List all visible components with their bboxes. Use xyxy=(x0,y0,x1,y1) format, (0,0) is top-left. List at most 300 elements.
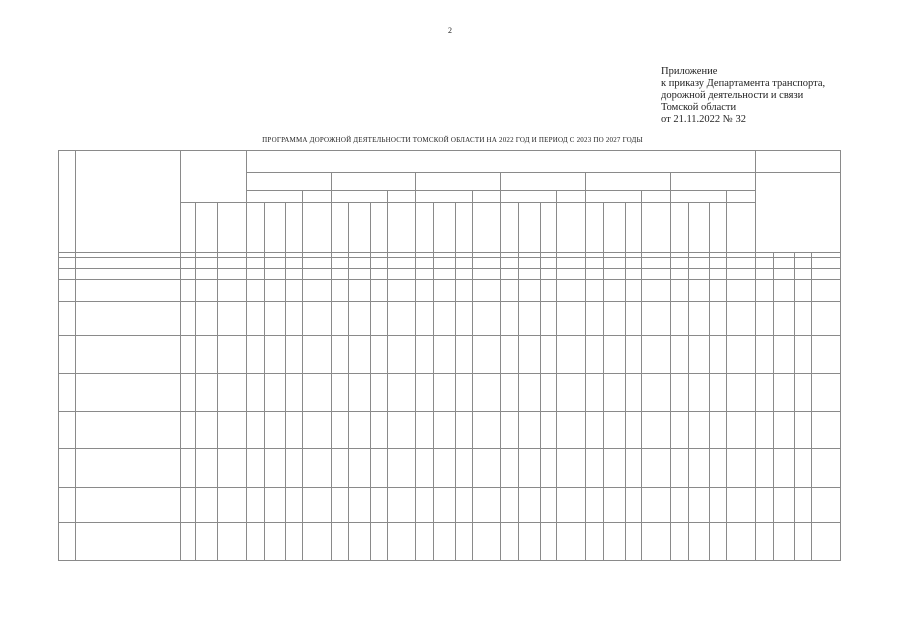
table-cell xyxy=(795,302,812,336)
table-cell xyxy=(540,269,557,280)
table-cell xyxy=(604,336,626,374)
table-cell xyxy=(246,448,264,487)
table-cell xyxy=(75,448,180,487)
table-cell xyxy=(286,336,303,374)
table-cell xyxy=(434,302,456,336)
header-cell xyxy=(727,191,756,203)
header-cell xyxy=(416,173,501,191)
table-cell xyxy=(286,411,303,448)
approval-line: к приказу Департамента транспорта, xyxy=(661,78,826,89)
table-cell xyxy=(286,302,303,336)
table-cell xyxy=(472,448,501,487)
table-cell xyxy=(688,302,710,336)
table-cell xyxy=(642,302,671,336)
header-cell xyxy=(586,203,604,253)
table-cell xyxy=(387,258,416,269)
table-cell xyxy=(604,374,626,411)
header-cell xyxy=(416,191,472,203)
header-cell xyxy=(670,203,688,253)
table-cell xyxy=(416,487,434,522)
table-cell xyxy=(286,280,303,302)
table-cell xyxy=(586,448,604,487)
table-cell xyxy=(472,522,501,560)
table-cell xyxy=(302,302,331,336)
table-cell xyxy=(688,280,710,302)
header-cell xyxy=(642,191,671,203)
table-cell xyxy=(727,522,756,560)
table-cell xyxy=(519,280,541,302)
table-cell xyxy=(755,487,773,522)
table-cell xyxy=(586,487,604,522)
header-cell xyxy=(455,203,472,253)
table-cell xyxy=(75,374,180,411)
table-cell xyxy=(773,280,795,302)
table-cell xyxy=(331,258,349,269)
table-cell xyxy=(455,302,472,336)
table-cell xyxy=(472,336,501,374)
table-cell xyxy=(727,302,756,336)
table-cell xyxy=(795,258,812,269)
table-cell xyxy=(434,336,456,374)
table-cell xyxy=(773,374,795,411)
table-cell xyxy=(286,522,303,560)
table-cell xyxy=(472,302,501,336)
table-cell xyxy=(557,374,586,411)
table-cell xyxy=(196,258,218,269)
header-cell xyxy=(59,151,76,253)
table-cell xyxy=(416,374,434,411)
header-cell xyxy=(540,203,557,253)
table-cell xyxy=(670,522,688,560)
table-cell xyxy=(434,280,456,302)
table-cell xyxy=(625,522,642,560)
table-cell xyxy=(688,374,710,411)
table-cell xyxy=(434,522,456,560)
table-cell xyxy=(370,487,387,522)
table-cell xyxy=(557,258,586,269)
table-cell xyxy=(773,522,795,560)
table-row xyxy=(59,336,841,374)
table-cell xyxy=(727,258,756,269)
header-cell xyxy=(625,203,642,253)
table-cell xyxy=(370,336,387,374)
table-cell xyxy=(349,448,371,487)
table-cell xyxy=(727,448,756,487)
table-cell xyxy=(416,336,434,374)
table-cell xyxy=(331,522,349,560)
header-cell xyxy=(586,191,642,203)
table-row xyxy=(59,374,841,411)
table-cell xyxy=(286,487,303,522)
table-cell xyxy=(302,522,331,560)
table-cell xyxy=(812,411,841,448)
table-cell xyxy=(180,336,196,374)
table-cell xyxy=(264,302,286,336)
table-cell xyxy=(387,487,416,522)
table-cell xyxy=(349,374,371,411)
table-cell xyxy=(625,269,642,280)
table-cell xyxy=(455,374,472,411)
table-cell xyxy=(218,487,247,522)
table-cell xyxy=(59,336,76,374)
table-cell xyxy=(795,448,812,487)
approval-line: от 21.11.2022 № 32 xyxy=(661,114,746,125)
table-cell xyxy=(670,269,688,280)
table-cell xyxy=(370,258,387,269)
table-cell xyxy=(59,302,76,336)
table-cell xyxy=(331,336,349,374)
table-cell xyxy=(773,448,795,487)
table-cell xyxy=(387,448,416,487)
table-cell xyxy=(710,336,727,374)
table-cell xyxy=(264,269,286,280)
table-cell xyxy=(387,336,416,374)
table-cell xyxy=(501,411,519,448)
table-row xyxy=(59,522,841,560)
table-cell xyxy=(75,411,180,448)
table-cell xyxy=(501,448,519,487)
table-cell xyxy=(755,411,773,448)
table-cell xyxy=(586,280,604,302)
table-cell xyxy=(416,269,434,280)
table-cell xyxy=(218,269,247,280)
table-cell xyxy=(180,269,196,280)
header-cell xyxy=(387,191,416,203)
table-cell xyxy=(540,411,557,448)
table-cell xyxy=(557,448,586,487)
table-cell xyxy=(795,374,812,411)
table-cell xyxy=(387,302,416,336)
table-cell xyxy=(196,336,218,374)
table-cell xyxy=(755,302,773,336)
table-cell xyxy=(196,302,218,336)
table-cell xyxy=(246,258,264,269)
table-cell xyxy=(540,487,557,522)
table-cell xyxy=(625,302,642,336)
table-cell xyxy=(519,522,541,560)
table-cell xyxy=(349,280,371,302)
table-cell xyxy=(773,258,795,269)
table-cell xyxy=(557,487,586,522)
table-cell xyxy=(59,280,76,302)
table-cell xyxy=(688,448,710,487)
table-row xyxy=(59,411,841,448)
table-cell xyxy=(59,448,76,487)
table-cell xyxy=(501,280,519,302)
table-cell xyxy=(812,448,841,487)
table-cell xyxy=(434,269,456,280)
header-cell xyxy=(180,203,196,253)
table-cell xyxy=(586,374,604,411)
table-row xyxy=(59,448,841,487)
table-cell xyxy=(472,411,501,448)
table-cell xyxy=(710,374,727,411)
table-cell xyxy=(670,302,688,336)
table-cell xyxy=(688,269,710,280)
table-cell xyxy=(59,487,76,522)
table-cell xyxy=(59,374,76,411)
table-cell xyxy=(727,374,756,411)
table-cell xyxy=(642,258,671,269)
table-cell xyxy=(302,280,331,302)
table-cell xyxy=(218,411,247,448)
table-cell xyxy=(625,258,642,269)
table-cell xyxy=(180,374,196,411)
table-cell xyxy=(540,448,557,487)
table-cell xyxy=(264,487,286,522)
table-cell xyxy=(604,522,626,560)
table-cell xyxy=(727,487,756,522)
table-cell xyxy=(586,411,604,448)
table-cell xyxy=(180,258,196,269)
table-cell xyxy=(196,522,218,560)
table-cell xyxy=(370,522,387,560)
table-cell xyxy=(557,280,586,302)
table-cell xyxy=(472,280,501,302)
table-cell xyxy=(586,269,604,280)
table-cell xyxy=(59,522,76,560)
table-cell xyxy=(180,280,196,302)
table-cell xyxy=(264,448,286,487)
table-cell xyxy=(387,280,416,302)
header-cell xyxy=(349,203,371,253)
table-row xyxy=(59,269,841,280)
table-cell xyxy=(387,269,416,280)
table-cell xyxy=(642,280,671,302)
header-cell xyxy=(331,173,416,191)
table-cell xyxy=(302,336,331,374)
header-cell xyxy=(557,203,586,253)
table-cell xyxy=(472,374,501,411)
table-cell xyxy=(387,374,416,411)
table-cell xyxy=(75,258,180,269)
table-cell xyxy=(604,487,626,522)
table-cell xyxy=(727,411,756,448)
table-cell xyxy=(755,269,773,280)
header-cell xyxy=(387,203,416,253)
header-cell xyxy=(246,151,755,173)
table-cell xyxy=(264,374,286,411)
table-cell xyxy=(370,280,387,302)
table-cell xyxy=(264,280,286,302)
table-cell xyxy=(557,522,586,560)
header-cell xyxy=(670,173,755,191)
table-cell xyxy=(75,522,180,560)
table-cell xyxy=(246,336,264,374)
header-cell xyxy=(302,203,331,253)
table-cell xyxy=(180,522,196,560)
table-cell xyxy=(586,302,604,336)
approval-line: дорожной деятельности и связи xyxy=(661,90,804,101)
table-cell xyxy=(218,374,247,411)
table-cell xyxy=(519,448,541,487)
table-cell xyxy=(773,411,795,448)
table-cell xyxy=(180,302,196,336)
table-cell xyxy=(286,374,303,411)
table-cell xyxy=(540,258,557,269)
table-cell xyxy=(727,269,756,280)
header-cell xyxy=(196,203,218,253)
table-cell xyxy=(773,269,795,280)
table-cell xyxy=(455,487,472,522)
table-cell xyxy=(349,269,371,280)
table-cell xyxy=(519,411,541,448)
table-cell xyxy=(455,269,472,280)
table-cell xyxy=(302,448,331,487)
table-cell xyxy=(710,258,727,269)
table-cell xyxy=(59,269,76,280)
table-cell xyxy=(387,522,416,560)
table-cell xyxy=(519,258,541,269)
table-cell xyxy=(710,448,727,487)
table-cell xyxy=(519,374,541,411)
table-cell xyxy=(370,411,387,448)
table-cell xyxy=(540,336,557,374)
table-cell xyxy=(604,448,626,487)
table-cell xyxy=(795,280,812,302)
table-cell xyxy=(416,302,434,336)
table-cell xyxy=(710,487,727,522)
table-cell xyxy=(246,302,264,336)
header-cell xyxy=(286,203,303,253)
table-cell xyxy=(670,487,688,522)
header-cell xyxy=(416,203,434,253)
header-cell xyxy=(246,203,264,253)
table-cell xyxy=(331,487,349,522)
header-cell xyxy=(688,203,710,253)
table-cell xyxy=(727,336,756,374)
header-cell xyxy=(331,203,349,253)
table-cell xyxy=(755,522,773,560)
table-cell xyxy=(218,302,247,336)
table-cell xyxy=(59,411,76,448)
table-cell xyxy=(180,411,196,448)
table-cell xyxy=(455,258,472,269)
table-cell xyxy=(642,411,671,448)
table-cell xyxy=(604,269,626,280)
table-cell xyxy=(557,302,586,336)
table-cell xyxy=(501,269,519,280)
table-cell xyxy=(540,302,557,336)
header-cell xyxy=(710,203,727,253)
table-cell xyxy=(604,302,626,336)
table-cell xyxy=(286,448,303,487)
header-cell xyxy=(472,203,501,253)
table-cell xyxy=(755,336,773,374)
table-cell xyxy=(670,448,688,487)
table-cell xyxy=(196,448,218,487)
table-cell xyxy=(625,487,642,522)
table-cell xyxy=(302,269,331,280)
table-cell xyxy=(455,336,472,374)
table-cell xyxy=(812,522,841,560)
header-cell xyxy=(302,191,331,203)
table-cell xyxy=(302,258,331,269)
table-cell xyxy=(795,522,812,560)
table-cell xyxy=(812,280,841,302)
header-cell xyxy=(727,203,756,253)
table-cell xyxy=(196,374,218,411)
table-cell xyxy=(727,280,756,302)
table-cell xyxy=(416,280,434,302)
table-cell xyxy=(519,487,541,522)
table-cell xyxy=(264,411,286,448)
header-cell xyxy=(180,151,246,203)
table-cell xyxy=(688,411,710,448)
table-cell xyxy=(455,522,472,560)
table-cell xyxy=(642,336,671,374)
table-cell xyxy=(218,522,247,560)
table-cell xyxy=(331,411,349,448)
table-cell xyxy=(434,411,456,448)
table-cell xyxy=(642,522,671,560)
table-cell xyxy=(331,374,349,411)
header-cell xyxy=(501,173,586,191)
header-cell xyxy=(586,173,671,191)
approval-line: Приложение xyxy=(661,66,718,77)
table-cell xyxy=(416,411,434,448)
table-cell xyxy=(795,411,812,448)
table-cell xyxy=(59,258,76,269)
table-cell xyxy=(688,336,710,374)
table-cell xyxy=(196,487,218,522)
header-cell xyxy=(670,191,726,203)
table-cell xyxy=(625,374,642,411)
table-cell xyxy=(218,448,247,487)
table-cell xyxy=(625,336,642,374)
table-cell xyxy=(180,487,196,522)
header-cell xyxy=(519,203,541,253)
table-cell xyxy=(812,374,841,411)
table-cell xyxy=(302,487,331,522)
table-cell xyxy=(688,487,710,522)
table-cell xyxy=(795,487,812,522)
header-cell xyxy=(75,151,180,253)
header-cell xyxy=(472,191,501,203)
table-cell xyxy=(812,269,841,280)
table-cell xyxy=(670,336,688,374)
table-cell xyxy=(710,302,727,336)
table-cell xyxy=(302,411,331,448)
table-cell xyxy=(501,302,519,336)
table-cell xyxy=(604,258,626,269)
table-cell xyxy=(773,336,795,374)
table-cell xyxy=(331,448,349,487)
table-cell xyxy=(586,258,604,269)
table-row xyxy=(59,258,841,269)
table-cell xyxy=(434,374,456,411)
table-cell xyxy=(557,411,586,448)
table-cell xyxy=(75,269,180,280)
table-cell xyxy=(586,336,604,374)
table-cell xyxy=(688,258,710,269)
table-cell xyxy=(625,411,642,448)
table-cell xyxy=(264,258,286,269)
table-cell xyxy=(540,522,557,560)
table-cell xyxy=(196,280,218,302)
table-cell xyxy=(302,374,331,411)
program-table xyxy=(58,150,841,561)
table-cell xyxy=(75,302,180,336)
table-cell xyxy=(416,522,434,560)
header-cell xyxy=(557,191,586,203)
document-title: ПРОГРАММА ДОРОЖНОЙ ДЕЯТЕЛЬНОСТИ ТОМСКОЙ ОБЛАСТИ НА 2022 ГОД И ПЕРИОД С 2023 ПО 2027 ГОДЫ xyxy=(262,136,643,144)
table-cell xyxy=(586,522,604,560)
header-cell xyxy=(434,203,456,253)
table-cell xyxy=(349,258,371,269)
table-cell xyxy=(710,280,727,302)
table-cell xyxy=(604,411,626,448)
